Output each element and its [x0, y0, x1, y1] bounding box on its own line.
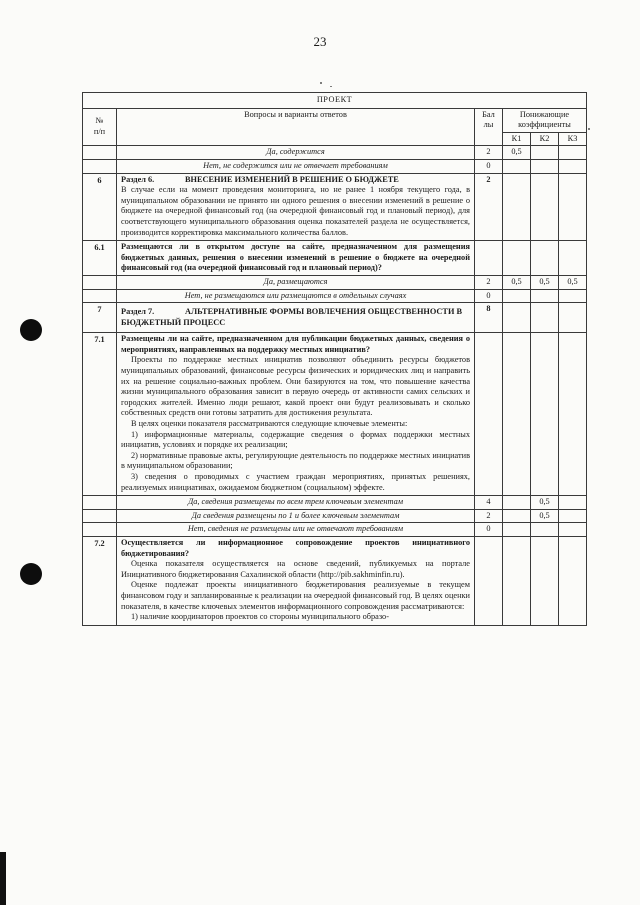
points-cell	[475, 241, 503, 276]
header-points: Бал лы	[475, 108, 503, 146]
section-cell	[117, 173, 475, 241]
coefficient-k2-cell	[531, 159, 559, 173]
coefficient-k3-cell	[559, 289, 587, 303]
section-label: Раздел 7.	[121, 307, 155, 317]
question-row	[83, 536, 587, 625]
scan-edge-mark	[0, 852, 6, 905]
coefficient-k2-cell	[531, 241, 559, 276]
header-k3: К3	[559, 132, 587, 146]
scan-speck	[330, 86, 332, 87]
answer-option-row	[83, 523, 587, 537]
answer-option-row	[83, 275, 587, 289]
criteria-table	[82, 92, 587, 626]
header-num: № п/п	[83, 108, 117, 146]
answer-option-text: Да, сведения размещены по всем трем ключевым элементам	[117, 496, 475, 510]
points-cell	[475, 536, 503, 625]
row-number	[83, 523, 117, 537]
coefficient-k3-cell	[559, 333, 587, 496]
question-text: Осуществляется ли информационное сопровождение проектов инициативного бюджетирования?	[121, 537, 470, 558]
answer-option-text: Да, размещаются	[117, 275, 475, 289]
table-title-row	[83, 93, 587, 109]
question-cell	[117, 241, 475, 276]
coefficient-k3-cell	[559, 536, 587, 625]
section-description: В случае если на момент проведения мониторинга, но не ранее 1 ноября текущего года, в муниципальном образовании не принято ни одного решения о внесении изменений в решение о бюджете на очередной финансовый год (на очередной финансовый год и плановый период), для соответствующего муниципального образования оценка показателей раздела не осуществляется, производится корректировка максимального количества баллов.	[121, 185, 470, 237]
coefficient-k2-cell	[531, 146, 559, 160]
coefficient-k1-cell	[503, 289, 531, 303]
row-number	[83, 275, 117, 289]
coefficient-k2-cell	[531, 289, 559, 303]
coefficient-k1-cell	[503, 159, 531, 173]
header-k1: К1	[503, 132, 531, 146]
section-cell	[117, 303, 475, 333]
coefficient-k2-cell	[531, 173, 559, 241]
coefficient-k3-cell: 0,5	[559, 275, 587, 289]
points-cell: 4	[475, 496, 503, 510]
explanation-paragraph: В целях оценки показателя рассматриваются следующие ключевые элементы:	[131, 419, 408, 429]
explanation-paragraph: 1) информационные материалы, содержащие сведения о формах поддержки местных инициатив, условиях и порядке их реализации;	[121, 429, 470, 450]
coefficient-k3-cell	[559, 146, 587, 160]
row-number: 6.1	[83, 241, 117, 276]
coefficient-k1-cell	[503, 536, 531, 625]
question-text: Размещаются ли в открытом доступе на сайте, предназначенном для размещения бюджетных данных, решения о внесении изменений в решение о бюджете на очередной финансовый год (на очередной финансовый год и плановый период)?	[121, 242, 470, 273]
coefficient-k1-cell	[503, 496, 531, 510]
answer-option-text: Нет, не содержится или не отвечает требованиям	[117, 159, 475, 173]
explanation-paragraph: 1) наличие координаторов проектов со стороны муниципального образо-	[131, 612, 389, 622]
points-cell: 0	[475, 523, 503, 537]
coefficient-k3-cell	[559, 241, 587, 276]
coefficient-k2-cell	[531, 333, 559, 496]
answer-option-text: Нет, сведения не размещены или не отвечают требованиям	[117, 523, 475, 537]
coefficient-k2-cell	[531, 536, 559, 625]
row-number: 6	[83, 173, 117, 241]
question-explanation	[121, 355, 470, 493]
row-number: 7.2	[83, 536, 117, 625]
explanation-paragraph: 3) сведения о проводимых с участием граждан мероприятиях, принятых решениях, реализуемых инициативах, ожидаемом бюджетном (социальном) эффекте.	[121, 472, 470, 492]
answer-option-row	[83, 289, 587, 303]
question-cell	[117, 333, 475, 496]
page-number: 23	[313, 34, 327, 49]
header-question: Вопросы и варианты ответов	[117, 108, 475, 146]
points-cell: 8	[475, 303, 503, 333]
coefficient-k1-cell: 0,5	[503, 146, 531, 160]
punch-hole-bottom	[20, 563, 42, 585]
points-cell: 0	[475, 289, 503, 303]
scan-speck	[320, 82, 322, 84]
coefficient-k2-cell	[531, 523, 559, 537]
points-cell	[475, 333, 503, 496]
coefficient-k3-cell	[559, 496, 587, 510]
section-label: Раздел 6.	[121, 174, 155, 184]
question-row	[83, 333, 587, 496]
coefficient-k3-cell	[559, 303, 587, 333]
row-number	[83, 146, 117, 160]
coefficient-k1-cell	[503, 333, 531, 496]
answer-option-row	[83, 159, 587, 173]
section-row	[83, 173, 587, 241]
explanation-paragraph: Оценке подлежат проекты инициативного бюджетирования реализуемые в текущем финансовом году и запланированные к реализации на очередной финансовый год. В целях оценки показателя, в качестве ключевых элементов информационного сопровождения рассматриваются:	[121, 580, 470, 611]
row-number: 7	[83, 303, 117, 333]
answer-option-row	[83, 146, 587, 160]
question-text: Размещены ли на сайте, предназначенном для публикации бюджетных данных, сведения о мероприятиях, направленных на поддержку местных инициатив?	[121, 334, 470, 354]
table-header-row	[83, 108, 587, 132]
coefficient-k3-cell	[559, 509, 587, 523]
explanation-paragraph: Оценка показателя осуществляется на основе сведений, публикуемых на портале Инициативного бюджетирования Сахалинской области (http://pib.sakhminfin.ru).	[121, 559, 470, 579]
row-number	[83, 159, 117, 173]
coefficient-k1-cell	[503, 523, 531, 537]
coefficient-k1-cell	[503, 303, 531, 333]
row-number	[83, 496, 117, 510]
explanation-paragraph: Проекты по поддержке местных инициатив позволяют объединить ресурсы бюджетов муниципальных образований, финансовые ресурсы физических и юридических лиц и направить их на решение социально-важных проблем. Они базируются на том, что повышение качества жизни муниципального образования зависит в первую очередь от активности самих сельских и городских жителей. Именно люди решают, какой проект они будут реализовывать и сколько собственных средств они готовы затратить для достижения результата.	[121, 355, 470, 418]
row-number: 7.1	[83, 333, 117, 496]
answer-option-row	[83, 509, 587, 523]
scan-speck	[588, 128, 590, 130]
coefficient-k1-cell	[503, 241, 531, 276]
coefficient-k2-cell: 0,5	[531, 496, 559, 510]
answer-option-text: Да, содержится	[117, 146, 475, 160]
header-k2: К2	[531, 132, 559, 146]
punch-hole-top	[20, 319, 42, 341]
coefficient-k3-cell	[559, 173, 587, 241]
row-number	[83, 509, 117, 523]
answer-option-text: Нет, не размещаются или размещаются в отдельных случаях	[117, 289, 475, 303]
section-heading	[121, 304, 470, 331]
header-coefficients: Понижающие коэффициенты	[503, 108, 587, 132]
question-cell	[117, 536, 475, 625]
section-title: АЛЬТЕРНАТИВНЫЕ ФОРМЫ ВОВЛЕЧЕНИЯ ОБЩЕСТВЕННОСТИ В БЮДЖЕТНЫЙ ПРОЦЕСС	[121, 307, 463, 327]
coefficient-k1-cell: 0,5	[503, 275, 531, 289]
explanation-paragraph: 2) нормативные правовые акты, регулирующие деятельность по поддержке местных инициатив в муниципальном образовании;	[121, 450, 470, 471]
coefficient-k2-cell: 0,5	[531, 509, 559, 523]
row-number	[83, 289, 117, 303]
question-row	[83, 241, 587, 276]
coefficient-k2-cell: 0,5	[531, 275, 559, 289]
section-title: ВНЕСЕНИЕ ИЗМЕНЕНИЙ В РЕШЕНИЕ О БЮДЖЕТЕ	[185, 174, 399, 184]
coefficient-k2-cell	[531, 303, 559, 333]
coefficient-k3-cell	[559, 523, 587, 537]
points-cell: 0	[475, 159, 503, 173]
question-explanation	[121, 559, 470, 623]
table-title: ПРОЕКТ	[83, 93, 587, 109]
coefficient-k1-cell	[503, 173, 531, 241]
points-cell: 2	[475, 173, 503, 241]
coefficient-k3-cell	[559, 159, 587, 173]
answer-option-text: Да сведения размещены по 1 и более ключевым элементам	[117, 509, 475, 523]
answer-option-row	[83, 496, 587, 510]
points-cell: 2	[475, 275, 503, 289]
section-heading	[121, 175, 470, 186]
points-cell: 2	[475, 146, 503, 160]
section-row	[83, 303, 587, 333]
points-cell: 2	[475, 509, 503, 523]
coefficient-k1-cell	[503, 509, 531, 523]
